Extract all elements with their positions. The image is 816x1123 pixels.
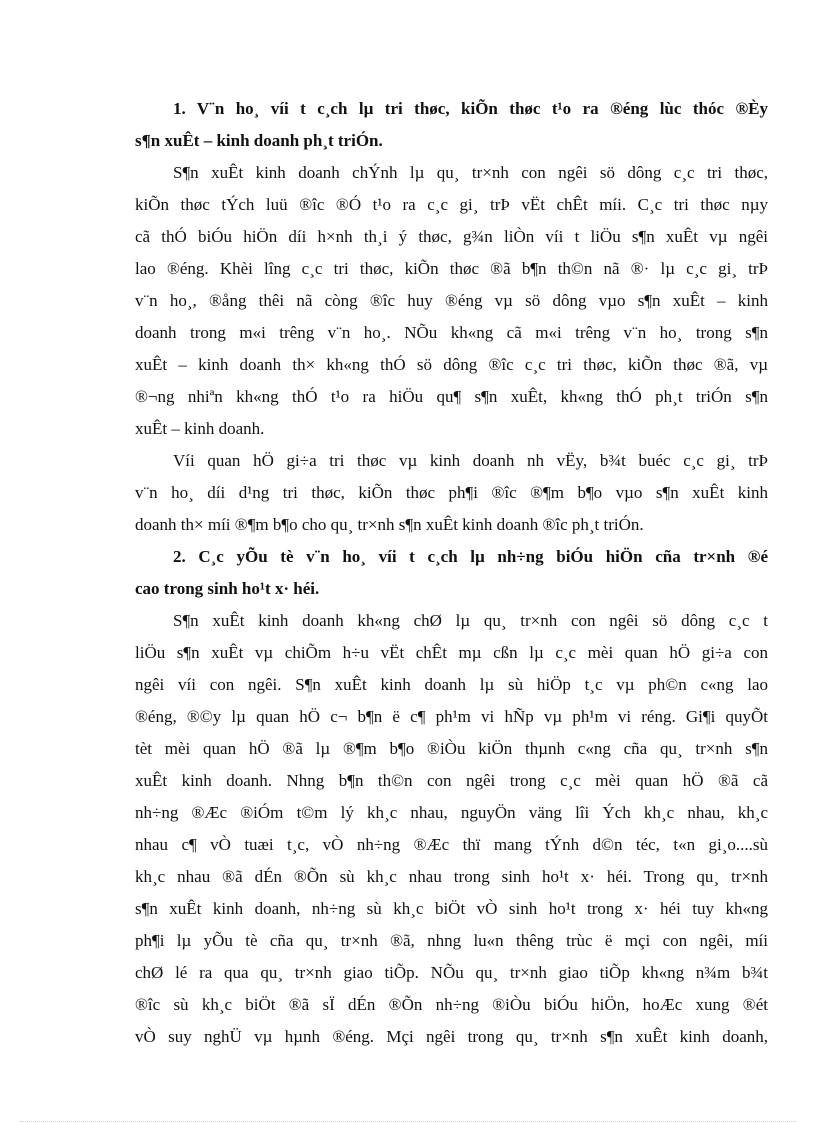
page-bottom-divider: [20, 1121, 796, 1122]
text-line: ngêi víi con ngêi. S¶n xuÊt kinh doanh lµ sù hiÖp t¸c vµ ph©n c«ng lao: [135, 675, 768, 694]
text-line: ®éng, ®©y lµ quan hÖ c¬ b¶n ë c¶ ph¹m vi hÑp vµ ph¹m vi réng. Gi¶i quyÕt: [135, 707, 768, 726]
text-line: lao ®éng. Khèi lîng c¸c tri thøc, kiÕn thøc ®ã b¶n th©n nã ®· lµ c¸c gi¸ trÞ: [135, 259, 768, 278]
text-line: ®îc sù kh¸c biÖt ®ã sÏ dÉn ®Õn nh÷ng ®iÒu biÓu hiÖn, hoÆc xung ®ét: [135, 995, 768, 1014]
text-line: xuÊt – kinh doanh th× kh«ng thÓ sö dông ®îc c¸c tri thøc, kiÕn thøc ®ã, vµ: [135, 355, 768, 374]
section-heading-1-continued: s¶n xuÊt – kinh doanh ph¸t triÓn.: [135, 131, 383, 150]
text-line: cã thÓ biÓu hiÖn díi h×nh th¸i ý thøc, g¾n liÒn víi t liÖu s¶n xuÊt vµ ngêi: [135, 227, 768, 246]
text-line: doanh trong m«i trêng v¨n ho¸. NÕu kh«ng cã m«i trêng v¨n ho¸ trong s¶n: [135, 323, 768, 342]
text-line: tèt mèi quan hÖ ®ã lµ ®¶m b¶o ®iÒu kiÖn thµnh c«ng cña qu¸ tr×nh s¶n: [135, 739, 768, 758]
text-line: xuÊt kinh doanh. Nhng b¶n th©n con ngêi trong c¸c mèi quan hÖ ®ã cã: [135, 771, 768, 790]
text-line: ph¶i lµ yÕu tè cña qu¸ tr×nh ®ã, nhng lu«n thêng trùc ë mçi con ngêi, míi: [135, 931, 768, 950]
section-heading-2-continued: cao trong sinh ho¹t x· héi.: [135, 579, 320, 598]
text-line: xuÊt – kinh doanh.: [135, 419, 265, 438]
body-text: [135, 93, 768, 1053]
text-line: v¨n ho¸ díi d¹ng tri thøc, kiÕn thøc ph¶i ®îc ®¶m b¶o vµo s¶n xuÊt kinh: [135, 483, 768, 502]
text-line: s¶n xuÊt kinh doanh, nh÷ng sù kh¸c biÖt vÒ sinh ho¹t trong x· héi tuy kh«ng: [135, 899, 768, 918]
text-line: nhau c¶ vÒ tuæi t¸c, vÒ nh÷ng ®Æc thï mang tÝnh d©n téc, t«n gi¸o....sù: [135, 835, 768, 854]
text-line: S¶n xuÊt kinh doanh kh«ng chØ lµ qu¸ tr×nh con ngêi sö dông c¸c t: [173, 611, 768, 630]
text-line: ®¬ng nhiªn kh«ng thÓ t¹o ra hiÖu qu¶ s¶n xuÊt, kh«ng thÓ ph¸t triÓn s¶n: [135, 387, 768, 406]
text-line: liÖu s¶n xuÊt vµ chiÕm h÷u vËt chÊt mµ cßn lµ c¸c mèi quan hÖ gi÷a con: [135, 643, 768, 662]
text-line: Víi quan hÖ gi÷a tri thøc vµ kinh doanh nh vËy, b¾t buéc c¸c gi¸ trÞ: [173, 451, 768, 470]
text-line: nh÷ng ®Æc ®iÓm t©m lý kh¸c nhau, nguyÖn väng lîi Ých kh¸c nhau, kh¸c: [135, 803, 768, 822]
section-heading-2: 2. C¸c yÕu tè v¨n ho¸ víi t c¸ch lµ nh÷ng biÓu hiÖn cña tr×nh ®é: [173, 547, 768, 566]
text-line: kiÕn thøc tÝch luü ®îc ®Ó t¹o ra c¸c gi¸ trÞ vËt chÊt míi. C¸c tri thøc nµy: [135, 195, 768, 214]
text-line: vÒ suy nghÜ vµ hµnh ®éng. Mçi ngêi trong qu¸ tr×nh s¶n xuÊt kinh doanh,: [135, 1027, 768, 1046]
text-line: S¶n xuÊt kinh doanh chÝnh lµ qu¸ tr×nh con ngêi sö dông c¸c tri thøc,: [173, 163, 768, 182]
text-line: doanh th× míi ®¶m b¶o cho qu¸ tr×nh s¶n xuÊt kinh doanh ®îc ph¸t triÓn.: [135, 515, 644, 534]
text-line: v¨n ho¸, ®ång thêi nã còng ®îc huy ®éng vµ sö dông vµo s¶n xuÊt – kinh: [135, 291, 768, 310]
text-line: chØ lé ra qua qu¸ tr×nh giao tiÕp. NÕu qu¸ tr×nh giao tiÕp kh«ng n¾m b¾t: [135, 963, 768, 982]
text-line: kh¸c nhau ®ã dÉn ®Õn sù kh¸c nhau trong sinh ho¹t x· héi. Trong qu¸ tr×nh: [135, 867, 768, 886]
section-heading-1: 1. V¨n ho¸ víi t c¸ch lµ tri thøc, kiÕn thøc t¹o ra ®éng lùc thóc ®Èy: [173, 99, 768, 118]
